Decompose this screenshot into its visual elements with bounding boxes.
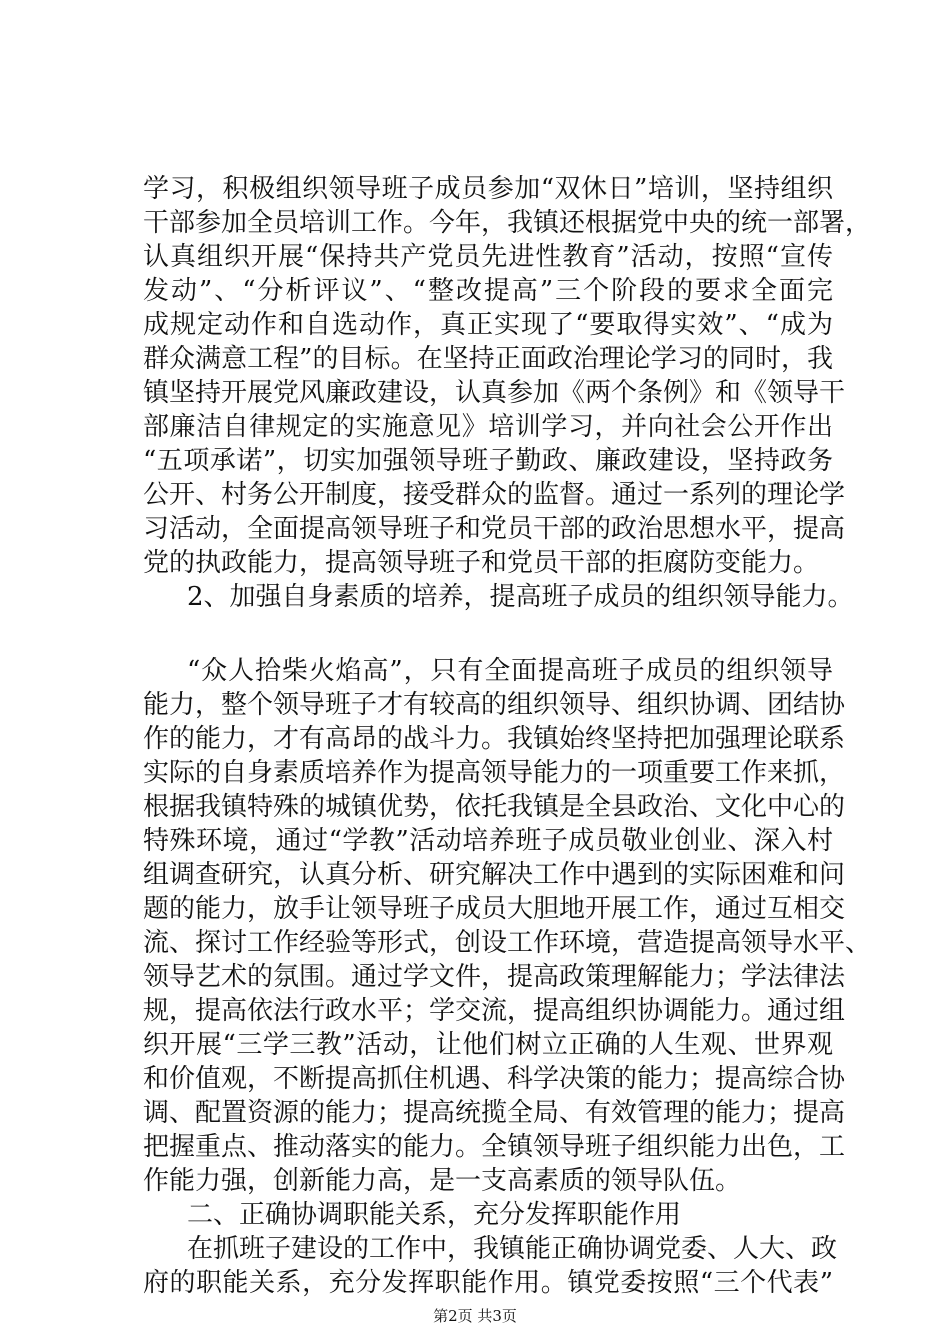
text-line: 组调查研究，认真分析、研究解决工作中遇到的实际困难和问 (143, 860, 846, 890)
text-line: “五项承诺”，切实加强领导班子勤政、廉政建设，坚持政务 (143, 446, 833, 476)
text-line: 和价值观，不断提高抓住机遇、科学决策的能力；提高综合协 (143, 1064, 846, 1094)
text-line: 发动”、“分析评议”、“整改提高”三个阶段的要求全面完 (143, 276, 833, 306)
text-line: 特殊环境，通过“学教”活动培养班子成员敬业创业、深入村 (143, 826, 833, 856)
text-line: 领导艺术的氛围。通过学文件，提高政策理解能力；学法律法 (143, 962, 846, 992)
text-line: 织开展“三学三教”活动，让他们树立正确的人生观、世界观 (143, 1030, 833, 1060)
text-line: 根据我镇特殊的城镇优势，依托我镇是全县政治、文化中心的 (143, 792, 846, 822)
page-footer: 第2页 共3页 (433, 1307, 517, 1325)
text-line: 学习，积极组织领导班子成员参加“双休日”培训，坚持组织 (143, 174, 833, 204)
text-line: 流、探讨工作经验等形式，创设工作环境，营造提高领导水平、 (143, 928, 872, 958)
text-line: 公开、村务公开制度，接受群众的监督。通过一系列的理论学 (143, 480, 846, 510)
text-line: 把握重点、推动落实的能力。全镇领导班子组织能力出色，工 (143, 1132, 846, 1162)
text-line: 能力，整个领导班子才有较高的组织领导、组织协调、团结协 (143, 690, 846, 720)
text-line: 作能力强，创新能力高，是一支高素质的领导队伍。 (143, 1166, 742, 1196)
text-line: 规，提高依法行政水平；学交流，提高组织协调能力。通过组 (143, 996, 846, 1026)
text-line: 题的能力，放手让领导班子成员大胆地开展工作，通过互相交 (143, 894, 846, 924)
text-line: 在抓班子建设的工作中，我镇能正确协调党委、人大、政 (187, 1234, 838, 1264)
text-line: 党的执政能力，提高领导班子和党员干部的拒腐防变能力。 (143, 548, 820, 578)
text-line: 府的职能关系，充分发挥职能作用。镇党委按照“三个代表” (143, 1268, 833, 1298)
text-line: 干部参加全员培训工作。今年，我镇还根据党中央的统一部署， (143, 208, 872, 238)
section-heading: 二、正确协调职能关系，充分发挥职能作用 (187, 1200, 682, 1230)
text-line: 习活动，全面提高领导班子和党员干部的政治思想水平，提高 (143, 514, 846, 544)
text-line: 成规定动作和自选动作，真正实现了“要取得实效”、“成为 (143, 310, 833, 340)
text-line: “众人拾柴火焰高”，只有全面提高班子成员的组织领导 (187, 656, 833, 686)
text-line: 镇坚持开展党风廉政建设，认真参加《两个条例》和《领导干 (143, 378, 846, 408)
text-line: 认真组织开展“保持共产党员先进性教育”活动，按照“宣传 (143, 242, 833, 272)
text-line: 调、配置资源的能力；提高统揽全局、有效管理的能力；提高 (143, 1098, 846, 1128)
section-heading: 2、加强自身素质的培养，提高班子成员的组织领导能力。 (187, 582, 854, 612)
text-line: 实际的自身素质培养作为提高领导能力的一项重要工作来抓， (143, 758, 846, 788)
text-line: 作的能力，才有高昂的战斗力。我镇始终坚持把加强理论联系 (143, 724, 846, 754)
text-line: 群众满意工程”的目标。在坚持正面政治理论学习的同时，我 (143, 344, 833, 374)
text-line: 部廉洁自律规定的实施意见》培训学习，并向社会公开作出 (143, 412, 833, 442)
